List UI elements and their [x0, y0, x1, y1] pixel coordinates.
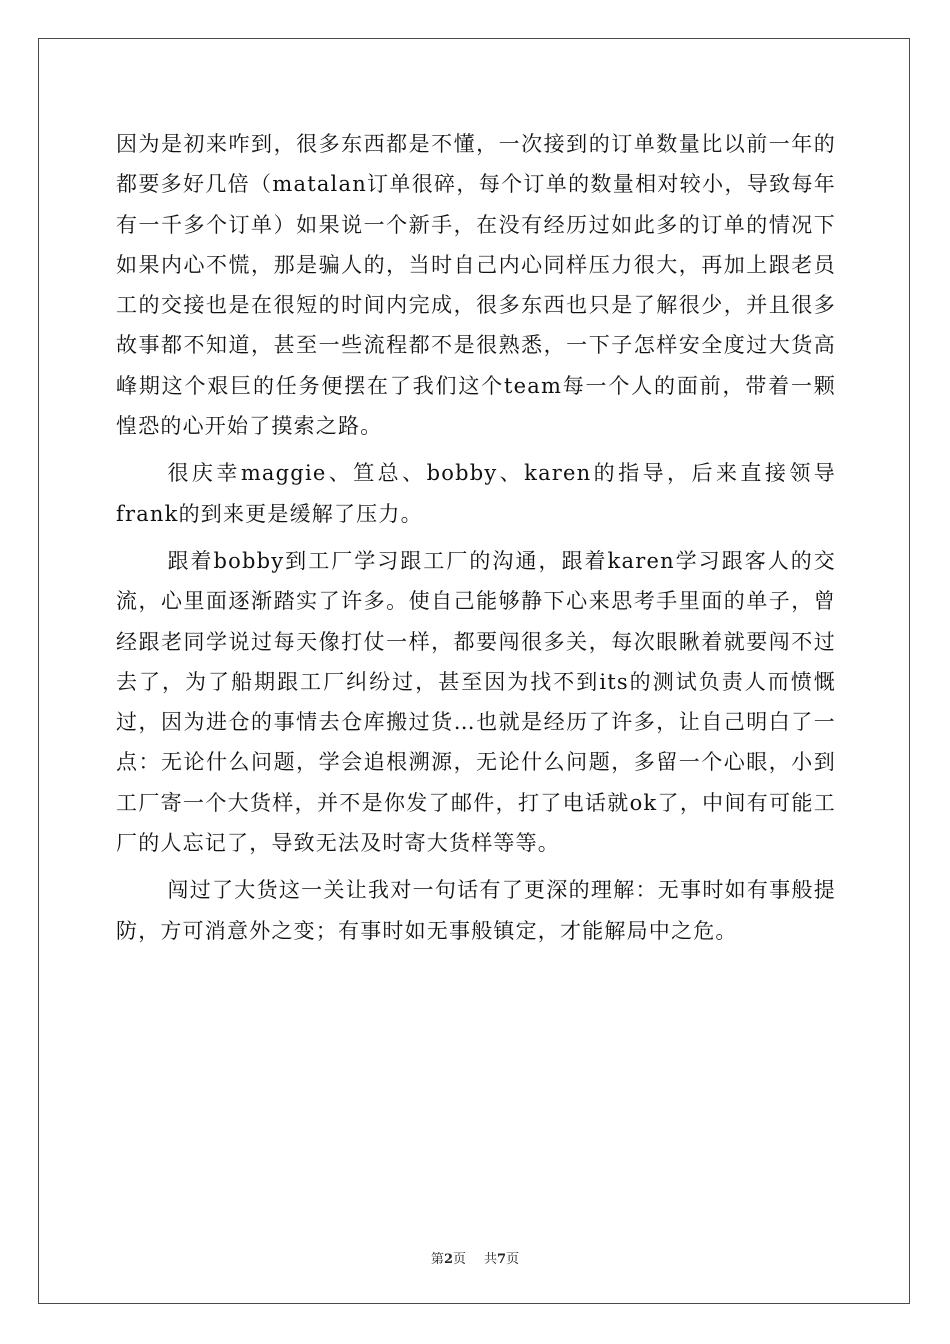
page-total-prefix: 共: [484, 1252, 498, 1267]
page-number-prefix: 第: [430, 1252, 444, 1267]
paragraph-2: 很庆幸maggie、笪总、bobby、karen的指导，后来直接领导frank的到来更是缓解了压力。: [116, 461, 836, 526]
page-total: 7: [497, 1252, 507, 1267]
page-number-current: 2: [443, 1252, 453, 1267]
page-total-suffix: 页: [506, 1252, 520, 1267]
paragraph-4: 闯过了大货这一关让我对一句话有了更深的理解：无事时如有事般提防，方可消意外之变；有事时如无事般镇定，才能解局中之危。: [116, 878, 836, 943]
page-number-suffix: 页: [452, 1252, 466, 1267]
document-body: [116, 124, 836, 958]
page-footer: [0, 1248, 950, 1267]
paragraph-3: 跟着bobby到工厂学习跟工厂的沟通，跟着karen学习跟客人的交流，心里面逐渐踏实了许多。使自己能够静下心来思考手里面的单子，曾经跟老同学说过每天像打仗一样，都要闯很多关，每次眼瞅着就要闯不过去了，为了船期跟工厂纠纷过，甚至因为找不到its的测试负责人而愤慨过，因为进仓的事情去仓库搬过货…也就是经历了许多，让自己明白了一点：无论什么问题，学会追根溯源，无论什么问题，多留一个心眼，小到工厂寄一个大货样，并不是你发了邮件，打了电话就ok了，中间有可能工厂的人忘记了，导致无法及时寄大货样等等。: [116, 548, 836, 856]
paragraph-1: 因为是初来咋到，很多东西都是不懂，一次接到的订单数量比以前一年的都要多好几倍（matalan订单很碎，每个订单的数量相对较小，导致每年有一千多个订单）如果说一个新手，在没有经历过如此多的订单的情况下如果内心不慌，那是骗人的，当时自己内心同样压力很大，再加上跟老员工的交接也是在很短的时间内完成，很多东西也只是了解很少，并且很多故事都不知道，甚至一些流程都不是很熟悉，一下子怎样安全度过大货高峰期这个艰巨的任务便摆在了我们这个team每一个人的面前，带着一颗惶恐的心开始了摸索之路。: [116, 132, 836, 439]
